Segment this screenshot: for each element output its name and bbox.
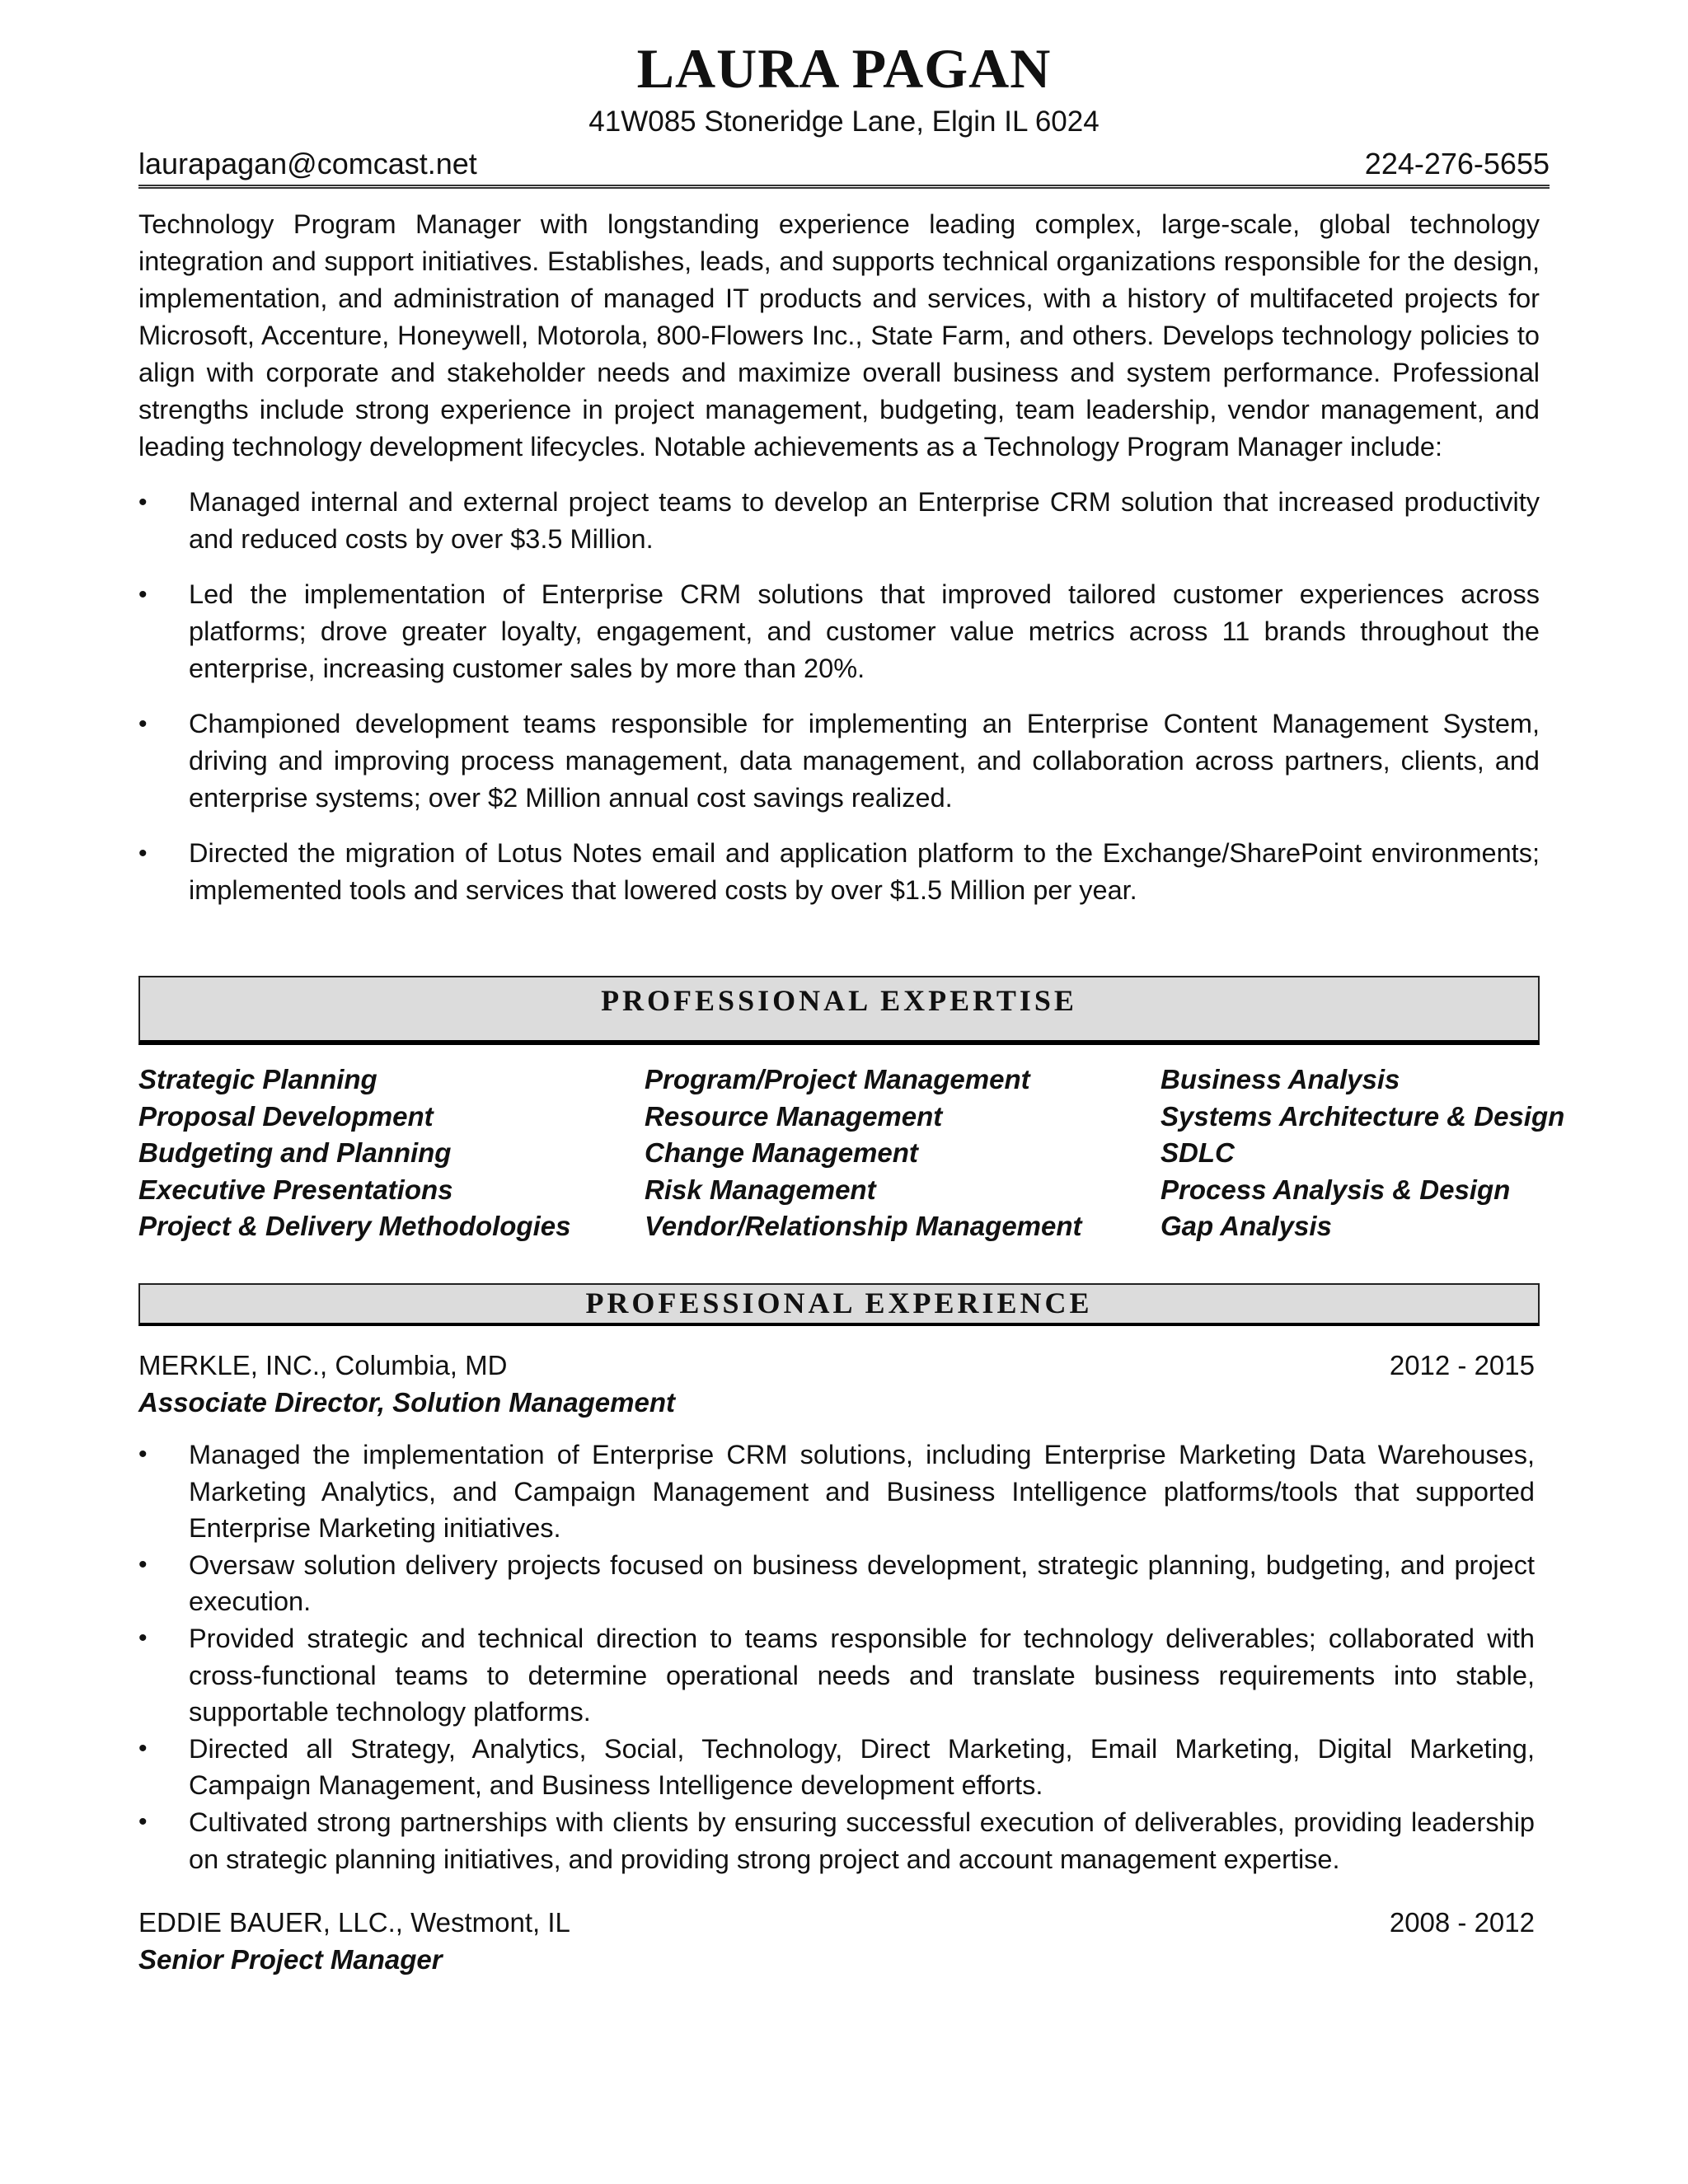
job-dates: 2008 - 2012 <box>1389 1907 1535 1938</box>
company: EDDIE BAUER, LLC., Westmont, IL <box>138 1907 570 1938</box>
expertise-item: SDLC <box>1160 1137 1235 1169</box>
job-dates: 2012 - 2015 <box>1389 1350 1535 1380</box>
job-title: Associate Director, Solution Management <box>138 1387 675 1418</box>
job-header <box>138 1904 1535 1941</box>
email: laurapagan@comcast.net <box>138 147 477 180</box>
list-item: • Managed internal and external project teams to develop an Enterprise CRM solution that increased productivity and reduced costs by over $3.5 Million. <box>138 484 1540 558</box>
summary-section <box>138 206 1540 927</box>
expertise-item: Gap Analysis <box>1160 1211 1332 1242</box>
candidate-name: LAURA PAGAN <box>636 37 1052 100</box>
summary-paragraph: Technology Program Manager with longstanding experience leading complex, large-scale, global technology integration and support initiatives. Establishes, leads, and supports technical organizations responsible for the design, implementation, and administration of managed IT products and services, with a history of multifaceted projects for Microsoft, Accenture, Honeywell, Motorola, 800-Flowers Inc., State Farm, and others. Develops technology policies to align with corporate and stakeholder needs and maximize overall business and system performance. Professional strengths include strong experience in project management, budgeting, team leadership, vendor management, and leading technology development lifecycles. Notable achievements as a Technology Program Manager include: <box>138 209 1540 462</box>
achievements-list <box>138 484 1540 909</box>
list-item: • Managed the implementation of Enterprise CRM solutions, including Enterprise Marketing Data Warehouses, Marketing Analytics, and Campaign Management and Business Intelligence platforms/tools that supported Enterprise Marketing initiatives. <box>138 1436 1535 1547</box>
list-item: • Directed all Strategy, Analytics, Social, Technology, Direct Marketing, Email Marketing, Digital Marketing, Campaign Management, and Business Intelligence development efforts. <box>138 1731 1535 1804</box>
expertise-item: Program/Project Management <box>645 1064 1030 1094</box>
job-responsibilities <box>138 1436 1535 1877</box>
list-item: • Championed development teams responsible for implementing an Enterprise Content Management System, driving and improving process management, data management, and collaboration across partners, clients, and enterprise systems; over $2 Million annual cost savings realized. <box>138 705 1540 817</box>
list-item: • Provided strategic and technical direction to teams responsible for technology deliverables; collaborated with cross-functional teams to determine operational needs and translate business requirements into stable, supportable technology platforms. <box>138 1620 1535 1731</box>
job-title: Senior Project Manager <box>138 1944 443 1975</box>
expertise-item: Strategic Planning <box>138 1064 377 1094</box>
expertise-column-3 <box>1160 1062 1564 1245</box>
expertise-column-2 <box>645 1062 1082 1245</box>
list-item: • Led the implementation of Enterprise CRM solutions that improved tailored customer experiences across platforms; drove greater loyalty, engagement, and customer value metrics across 11 brands throughout the enterprise, increasing customer sales by more than 20%. <box>138 576 1540 687</box>
expertise-item: Risk Management <box>645 1174 876 1205</box>
expertise-item: Business Analysis <box>1160 1064 1400 1094</box>
phone: 224-276-5655 <box>1364 147 1550 180</box>
expertise-item: Executive Presentations <box>138 1174 453 1205</box>
expertise-item: Change Management <box>645 1137 918 1169</box>
section-heading-expertise: PROFESSIONAL EXPERTISE <box>138 976 1540 1045</box>
list-item: • Cultivated strong partnerships with clients by ensuring successful execution of deliverables, providing leadership on strategic planning initiatives, and providing strong project and account management expertise. <box>138 1804 1535 1877</box>
expertise-item: Budgeting and Planning <box>138 1137 452 1169</box>
list-item: • Oversaw solution delivery projects focused on business development, strategic planning, budgeting, and project execution. <box>138 1547 1535 1620</box>
contact-line <box>138 147 1550 189</box>
section-heading-experience: PROFESSIONAL EXPERIENCE <box>138 1283 1540 1326</box>
expertise-item: Resource Management <box>645 1100 943 1132</box>
expertise-item: Vendor/Relationship Management <box>645 1211 1082 1242</box>
list-item: • Directed the migration of Lotus Notes email and application platform to the Exchange/SharePoint environments; implemented tools and services that lowered costs by over $1.5 Million per year. <box>138 835 1540 909</box>
address: 41W085 Stoneridge Lane, Elgin IL 6024 <box>588 105 1100 138</box>
expertise-item: Process Analysis & Design <box>1160 1174 1511 1205</box>
job-header <box>138 1347 1535 1384</box>
expertise-item: Systems Architecture & Design <box>1160 1100 1565 1132</box>
expertise-item: Proposal Development <box>138 1100 434 1132</box>
expertise-column-1 <box>138 1062 570 1245</box>
expertise-item: Project & Delivery Methodologies <box>138 1211 571 1242</box>
company: MERKLE, INC., Columbia, MD <box>138 1350 508 1380</box>
